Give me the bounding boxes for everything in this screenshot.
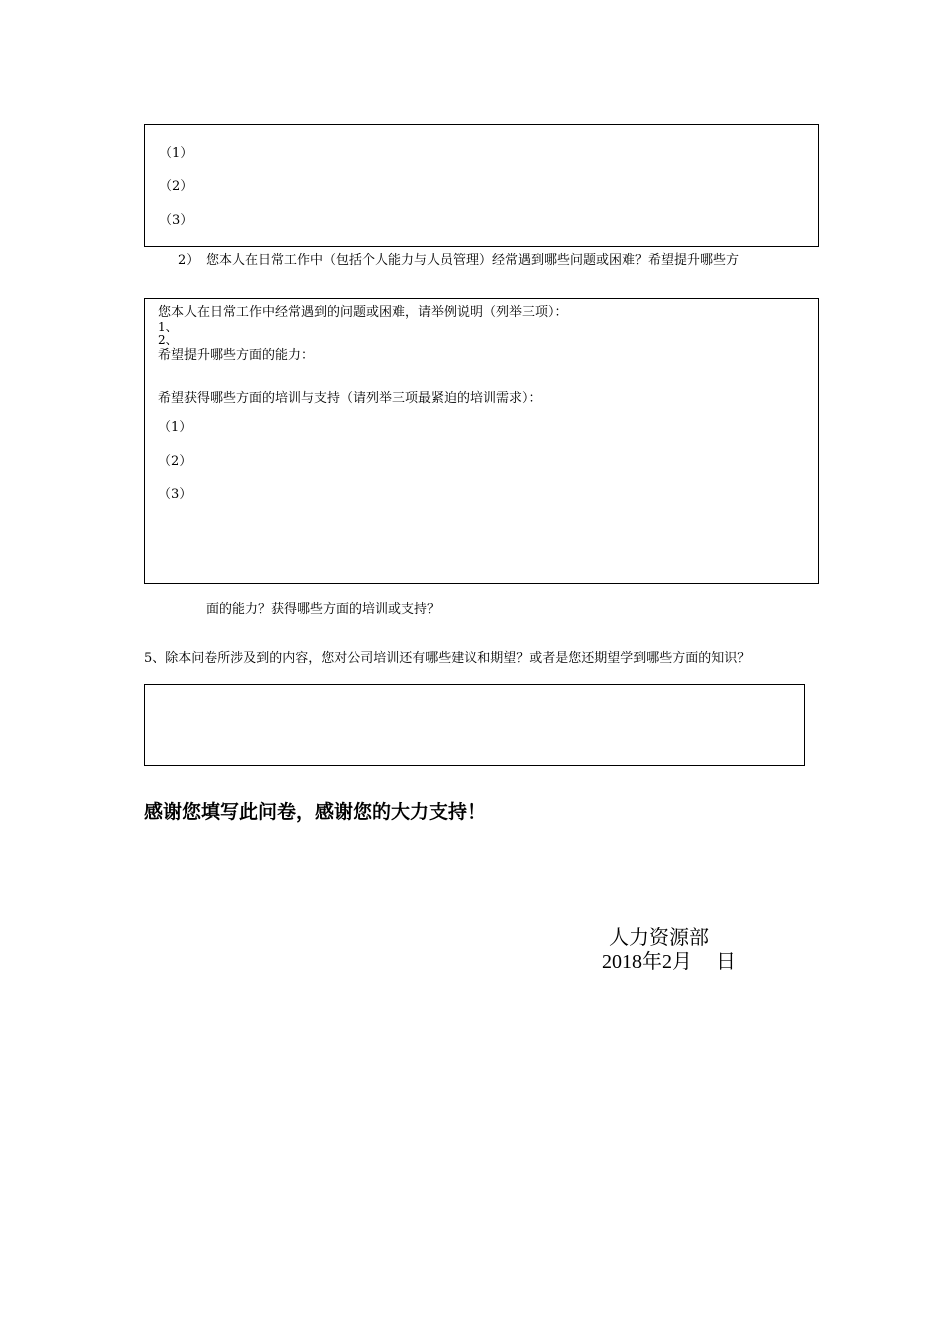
problems-prompt: 您本人在日常工作中经常遇到的问题或困难，请举例说明（列举三项）： bbox=[158, 305, 568, 320]
date-month-unit: 月 bbox=[672, 949, 692, 973]
answer-box-previous bbox=[144, 124, 819, 247]
date-month: 2 bbox=[662, 951, 672, 973]
signature-date bbox=[602, 945, 736, 974]
question-2-text-line1: 您本人在日常工作中（包括个人能力与人员管理）经常遇到哪些问题或困难？希望提升哪些方 bbox=[206, 253, 740, 268]
ability-prompt: 希望提升哪些方面的能力： bbox=[158, 348, 315, 363]
list-item: （3） bbox=[158, 487, 193, 502]
list-item: （2） bbox=[159, 179, 194, 194]
date-year: 2018 bbox=[602, 951, 642, 973]
list-item: （2） bbox=[158, 454, 193, 469]
list-item: （3） bbox=[159, 213, 194, 228]
list-item: 2、 bbox=[158, 333, 178, 347]
list-item: 1、 bbox=[158, 320, 178, 334]
thanks-message: 感谢您填写此问卷，感谢您的大力支持！ bbox=[144, 801, 487, 823]
question-2-text-line2: 面的能力？获得哪些方面的培训或支持？ bbox=[206, 602, 441, 617]
department-signature: 人力资源部 bbox=[609, 925, 709, 949]
answer-box-question-5 bbox=[144, 684, 805, 766]
question-2-number: 2） bbox=[178, 253, 200, 268]
list-item: （1） bbox=[158, 420, 193, 435]
question-5-text: 5、除本问卷所涉及到的内容，您对公司培训还有哪些建议和期望？或者是您还期望学到哪些方面的知识？ bbox=[144, 651, 751, 666]
date-year-unit: 年 bbox=[642, 949, 662, 973]
answer-box-question-2 bbox=[144, 298, 819, 584]
date-day-unit: 日 bbox=[716, 949, 736, 973]
training-prompt: 希望获得哪些方面的培训与支持（请列举三项最紧迫的培训需求）： bbox=[158, 391, 542, 406]
list-item: （1） bbox=[159, 146, 194, 161]
